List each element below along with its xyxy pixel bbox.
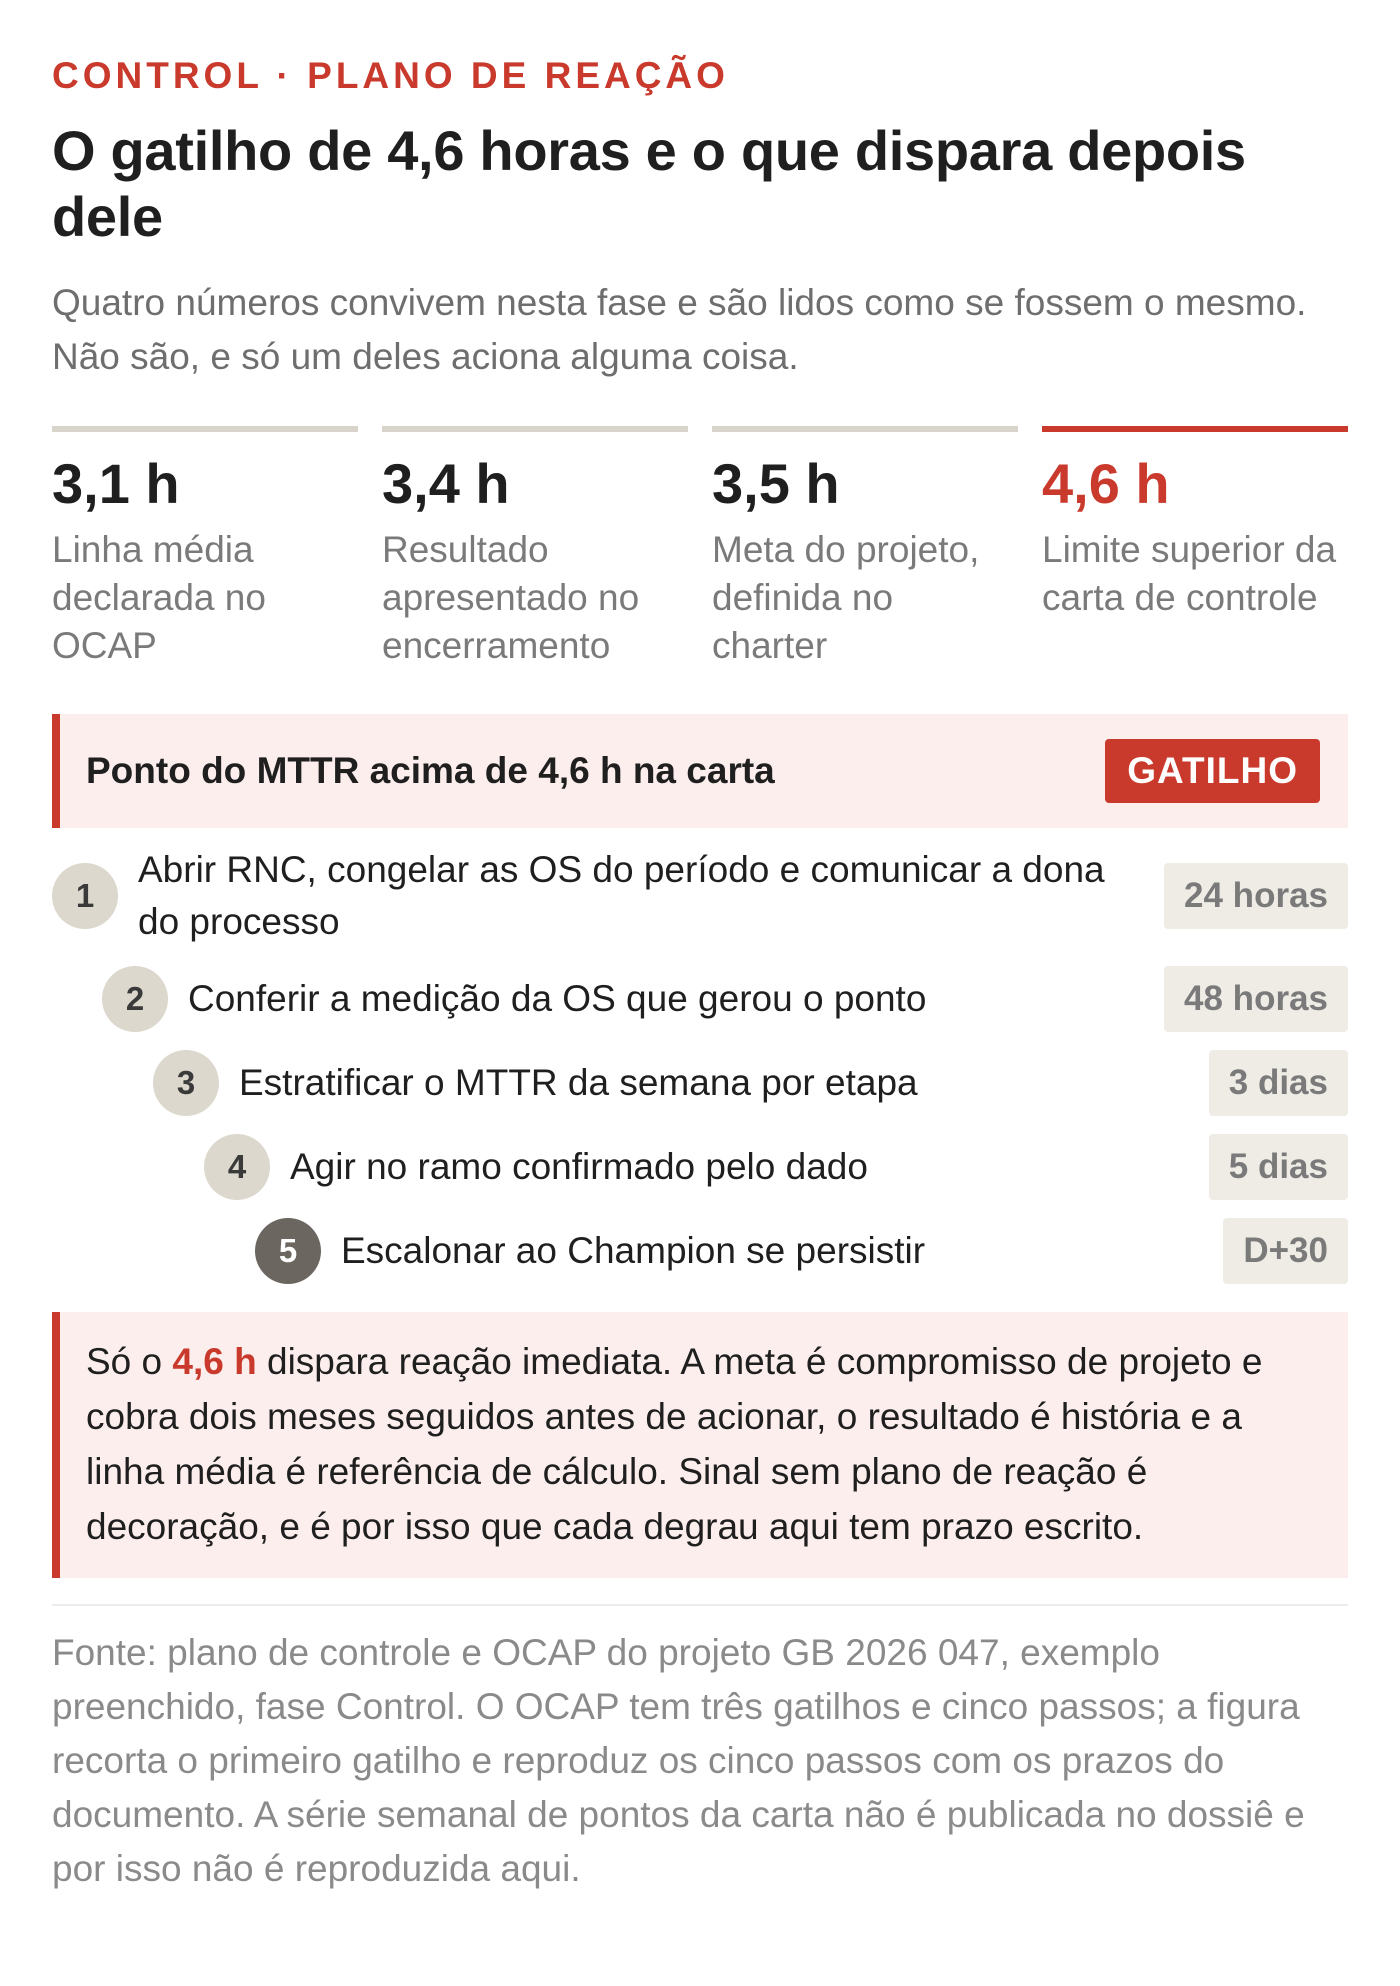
- stat-card: [52, 426, 358, 670]
- trigger-banner: [52, 714, 1348, 828]
- stat-label: Meta do projeto, definida no charter: [712, 529, 980, 666]
- source-note: Fonte: plano de controle e OCAP do projeto GB 2026 047, exemplo preenchido, fase Control. O OCAP tem três gatilhos e cinco passos; a figura recorta o primeiro gatilho e reproduz os cinco passos com os prazos do documento. A série semanal de pontos da carta não é publicada no dossiê e por isso não é reproduzida aqui.: [52, 1632, 1305, 1889]
- stat-label: Limite superior da carta de controle: [1042, 529, 1337, 618]
- step-text: Escalonar ao Champion se persistir: [341, 1230, 926, 1271]
- step-deadline: 24 horas: [1164, 863, 1348, 929]
- kicker: CONTROL · PLANO DE REAÇÃO: [52, 55, 729, 96]
- step-number: 4: [204, 1134, 270, 1200]
- step-item: [102, 966, 1348, 1032]
- stat-value: 3,4 h: [382, 452, 510, 515]
- note-body: dispara reação imediata. A meta é compromisso de projeto e cobra dois meses seguidos antes de acionar, o resultado é história e a linha média é referência de cálculo. Sinal sem plano de reação é decoração, e é por isso que cada degrau aqui tem prazo escrito.: [86, 1341, 1263, 1547]
- step-text: Estratificar o MTTR da semana por etapa: [239, 1062, 918, 1103]
- stat-label: Linha média declarada no OCAP: [52, 529, 266, 666]
- note-highlight: 4,6 h: [172, 1341, 257, 1382]
- stat-card: [1042, 426, 1348, 670]
- subtitle: Quatro números convivem nesta fase e são lidos como se fossem o mesmo. Não são, e só um deles aciona alguma coisa.: [52, 282, 1307, 377]
- step-text: Agir no ramo confirmado pelo dado: [290, 1146, 868, 1187]
- stat-card: [712, 426, 1018, 670]
- step-deadline: D+30: [1223, 1218, 1348, 1284]
- note-prefix: Só o: [86, 1341, 173, 1382]
- stat-label: Resultado apresentado no encerramento: [382, 529, 640, 666]
- step-text: Abrir RNC, congelar as OS do período e comunicar a dona do processo: [138, 849, 1105, 942]
- stat-value: 3,5 h: [712, 452, 840, 515]
- stat-value: 4,6 h: [1042, 452, 1170, 515]
- step-deadline: 5 dias: [1209, 1134, 1348, 1200]
- step-number: 2: [102, 966, 168, 1032]
- stats-row: [52, 426, 1348, 670]
- page-title: O gatilho de 4,6 horas e o que dispara depois dele: [52, 119, 1246, 248]
- step-item: [204, 1134, 1348, 1200]
- step-deadline: 3 dias: [1209, 1050, 1348, 1116]
- stat-value: 3,1 h: [52, 452, 180, 515]
- stat-card: [382, 426, 688, 670]
- step-text: Conferir a medição da OS que gerou o ponto: [188, 978, 927, 1019]
- step-item: [52, 844, 1348, 948]
- callout-note: [52, 1312, 1348, 1578]
- step-item: [255, 1218, 1348, 1284]
- step-number: 3: [153, 1050, 219, 1116]
- trigger-text: Ponto do MTTR acima de 4,6 h na carta: [86, 750, 775, 791]
- step-number: 5: [255, 1218, 321, 1284]
- trigger-badge: GATILHO: [1105, 739, 1320, 803]
- step-deadline: 48 horas: [1164, 966, 1348, 1032]
- step-number: 1: [52, 863, 118, 929]
- steps-list: [52, 844, 1348, 1284]
- divider: [52, 1604, 1348, 1606]
- step-item: [153, 1050, 1348, 1116]
